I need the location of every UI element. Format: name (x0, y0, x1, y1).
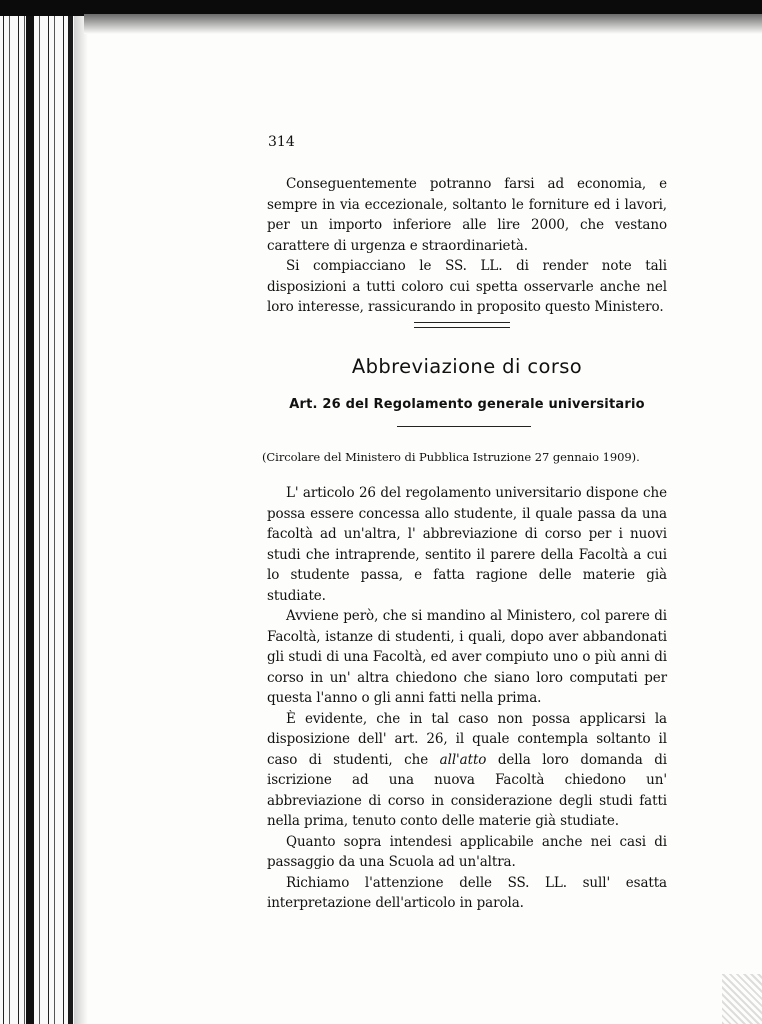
paragraph: L' articolo 26 del regolamento universitario dispone che possa essere concessa allo studente, il quale passa da una facoltà ad un'altra, l' abbreviazione di corso per i nuovi studi che intraprende, sentito il parere della Facoltà a cui lo studente passa, e fatta ragione delle materie già studiate. (267, 485, 667, 604)
closing-text-block (267, 174, 667, 318)
paragraph: Richiamo l'attenzione delle SS. LL. sull' esatta interpretazione dell'articolo in parola. (267, 874, 667, 911)
circular-reference: (Circolare del Ministero di Pubblica Istruzione 27 gennaio 1909). (262, 450, 640, 464)
subtitle-rule (397, 426, 531, 427)
paragraph: Conseguentemente potranno farsi ad economia, e sempre in via eccezionale, soltanto le forniture ed i lavori, per un importo inferiore alle lire 2000, che vestano carattere di urgenza e straordinarietà. (267, 176, 667, 254)
binding-shadow-line (26, 0, 34, 1024)
paragraph: Avviene però, che si mandino al Ministero, col parere di Facoltà, istanze di studenti, i quali, dopo aver abbandonati gli studi di una Facoltà, ed aver compiuto uno o più anni di corso in un' altra chiedono che siano loro computati per questa l'anno o gli anni fatti nella prima. (267, 608, 667, 706)
binding-shadow-line (68, 0, 73, 1024)
scan-top-shadow (84, 14, 762, 34)
section-subtitle: Art. 26 del Regolamento generale universitario (289, 397, 645, 412)
page-number: 314 (268, 134, 295, 150)
paragraph-text: È evidente, che in tal caso non possa applicarsi la disposizione dell' art. 26, il quale contempla soltanto il caso di studenti, che (267, 710, 667, 768)
binding-fade (74, 0, 88, 1024)
section-title: Abbreviazione di corso (351, 355, 583, 378)
section-divider-double-rule (414, 322, 510, 328)
scan-corner-noise (722, 974, 762, 1024)
article-text-block (267, 483, 667, 914)
paragraph (267, 709, 667, 832)
paragraph: Si compiacciano le SS. LL. di render note tali disposizioni a tutti coloro cui spetta osservarle anche nel loro interesse, rassicurando in proposito questo Ministero. (267, 258, 667, 315)
paragraph-text: della loro domanda di iscrizione ad una nuova Facoltà chiedono un' abbreviazione di corso in considerazione degli studi fatti nella prima, tenuto conto delle materie già studiate. (267, 751, 667, 829)
italic-phrase: all'atto (439, 751, 487, 768)
paragraph: Quanto sopra intendesi applicabile anche nei casi di passaggio da una Scuola ad un'altra. (267, 833, 667, 870)
